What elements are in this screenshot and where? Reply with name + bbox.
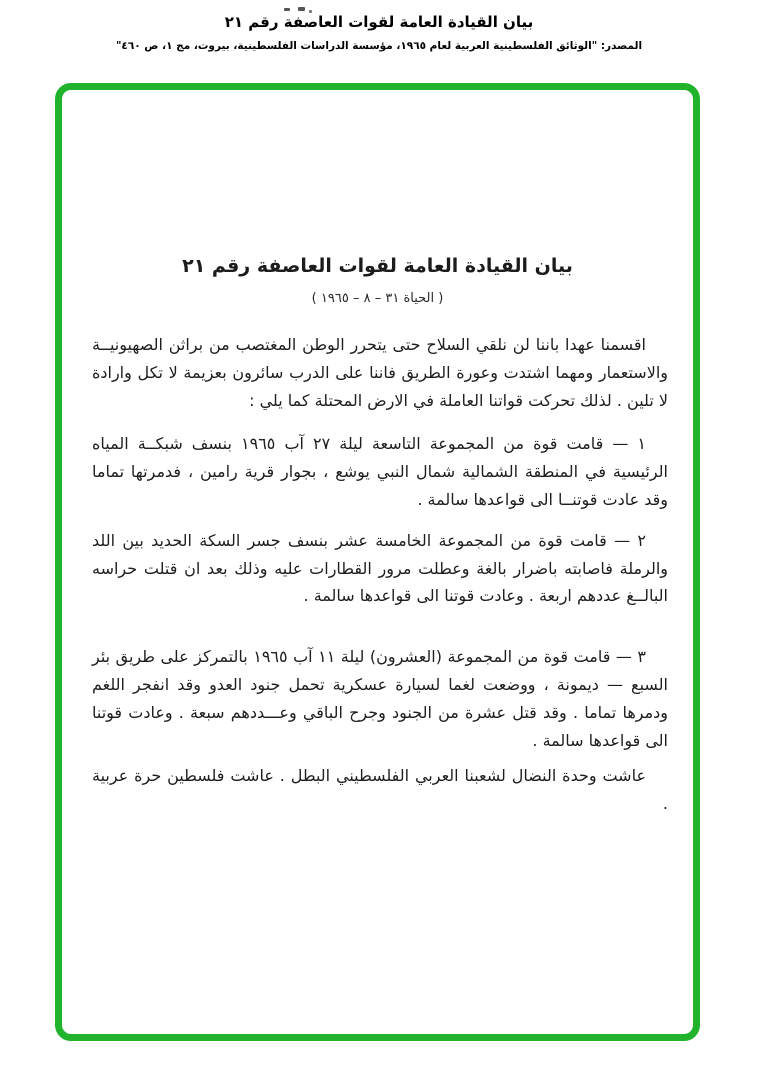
operation-item-2: ٢ — قامت قوة من المجموعة الخامسة عشر بنسف جسر السكة الحديد بين اللد والرملة فاصابته باضرار بالغة وعطلت مرور القطارات عليه وذلك بعد ان قتلت حراسه البالــغ عددهم اربعة . وعادت قوتنا الى قواعدها سالمة . bbox=[92, 530, 668, 606]
intro-paragraph: اقسمنا عهدا باننا لن نلقي السلاح حتى يتحرر الوطن المغتصب من براثن الصهيونيــة والاستعمار ومهما اشتدت وعورة الطريق فاننا على الدرب سائرون بعزيمة لا تكل وارادة لا تلين . لذلك تحركت قواتنا العاملة في الارض المحتلة كما يلي : bbox=[92, 335, 668, 410]
scan-artifact bbox=[284, 8, 290, 11]
operation-item-3: ٣ — قامت قوة من المجموعة (العشرون) ليلة ١١ آب ١٩٦٥ بالتمركز على طريق بئر السبع — ديمونة ، ووضعت لغما لسيارة عسكرية تحمل جنود العدو وقد انفجر اللغم ودمرها تماما . وقد قتل عشرة من الجنود وجرح الباقي وعـــددهم سبعة . وعادت قوتنا الى قواعدها سالمة . bbox=[92, 647, 668, 750]
source-citation: المصدر: "الوثائق الفلسطينية العربية لعام ١٩٦٥، مؤسسة الدراسات الفلسطينية، بيروت، مج ١، ص ٤٦٠" bbox=[115, 40, 643, 52]
closing-slogan: عاشت وحدة النضال لشعبنا العربي الفلسطيني البطل . عاشت فلسطين حرة عربية . bbox=[92, 766, 668, 814]
green-highlight-frame bbox=[55, 83, 700, 1041]
page-title: بيان القيادة العامة لقوات العاصفة رقم ٢١ bbox=[224, 13, 534, 31]
document-subtitle: ( الحياة ٣١ – ٨ – ١٩٦٥ ) bbox=[311, 291, 444, 306]
operation-item-1: ١ — قامت قوة من المجموعة التاسعة ليلة ٢٧ آب ١٩٦٥ بنسف شبكــة المياه الرئيسية في المنطقة الشمالية شمال النبي يوشع ، بجوار قرية رامين ، فدمرتها تماما وقد عادت قوتنــا الى قواعدها سالمة . bbox=[92, 434, 668, 509]
document-body bbox=[92, 331, 668, 818]
document-title: بيان القيادة العامة لقوات العاصفة رقم ٢١ bbox=[182, 255, 573, 277]
scan-artifact bbox=[309, 10, 312, 13]
page-header bbox=[0, 13, 758, 52]
scan-artifact bbox=[298, 7, 305, 11]
